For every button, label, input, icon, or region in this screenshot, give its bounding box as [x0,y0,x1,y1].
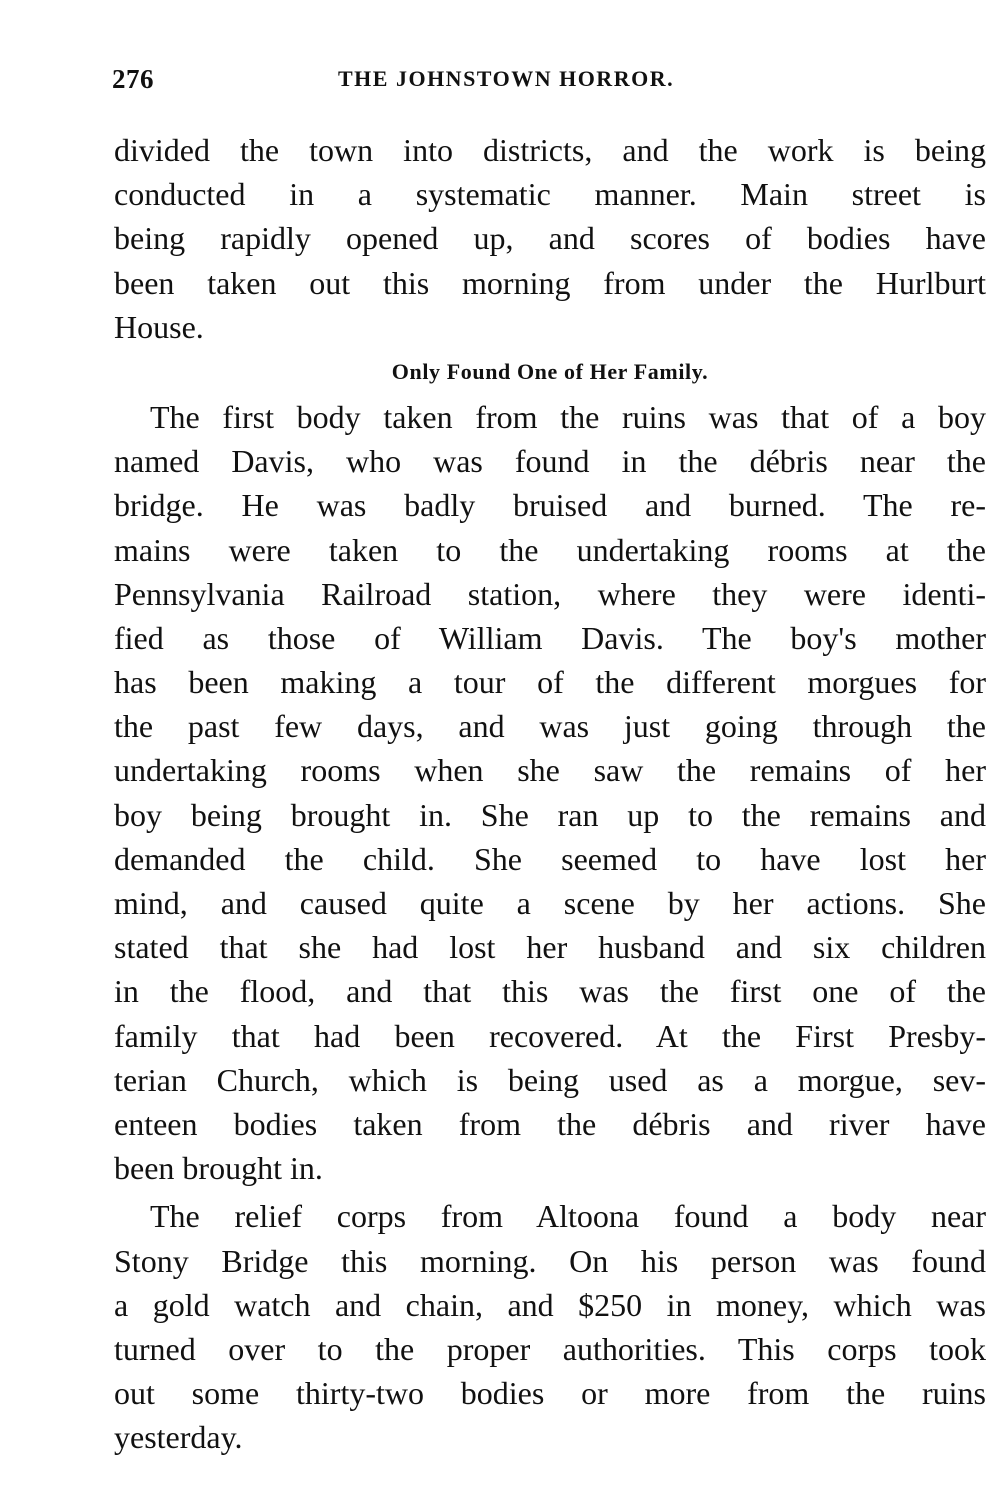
text-line: enteen bodies taken from the débris and river have [114,1105,986,1142]
text-line: mains were taken to the undertaking rooms at the [114,531,986,568]
page-number: 276 [112,64,154,94]
text-line: demanded the child. She seemed to have lost her [114,840,986,877]
text-line: the past few days, and was just going through the [114,708,986,745]
text-line: been brought in. [114,1150,323,1187]
text-line: bridge. He was badly bruised and burned. The re- [114,487,986,524]
paragraph [114,395,986,1190]
text-line: being rapidly opened up, and scores of bodies have [114,220,986,257]
text-line: mind, and caused quite a scene by her actions. She [114,885,986,921]
text-line: has been making a tour of the different morgues for [114,664,986,701]
text-line: The relief corps from Altoona found a body near [150,1198,986,1235]
running-head: THE JOHNSTOWN HORROR. [338,66,675,91]
text-line: family that had been recovered. At the First Presby- [114,1017,986,1054]
text-line: Pennsylvania Railroad station, where they were identi- [114,575,986,612]
text-line: turned over to the proper authorities. This corps took [114,1330,986,1367]
text-line: out some thirty-two bodies or more from the ruins [114,1375,986,1412]
text-line: divided the town into districts, and the work is being [114,132,986,168]
section-subheading: Only Found One of Her Family. [391,358,709,384]
page-header [112,64,982,104]
paragraph [114,1194,986,1459]
text-line: named Davis, who was found in the débris near the [114,443,986,480]
text-line: terian Church, which is being used as a morgue, sev- [114,1061,986,1098]
text-line: fied as those of William Davis. The boy's mother [114,619,986,656]
text-line: House. [114,308,204,345]
text-line: been taken out this morning from under the Hurlburt [114,264,986,301]
text-line: a gold watch and chain, and $250 in money, which was [114,1286,986,1323]
text-line: undertaking rooms when she saw the remains of her [114,752,986,789]
text-line: The first body taken from the ruins was that of a boy [150,398,986,435]
text-line: Stony Bridge this morning. On his person was found [114,1242,986,1279]
text-line: boy being brought in. She ran up to the remains and [114,796,986,833]
text-line: yesterday. [114,1419,243,1456]
body-text [114,128,986,1459]
text-line: conducted in a systematic manner. Main street is [114,176,986,213]
text-line: stated that she had lost her husband and six children [114,929,986,966]
paragraph-continued [114,128,986,349]
text-line: in the flood, and that this was the first one of the [114,973,986,1010]
